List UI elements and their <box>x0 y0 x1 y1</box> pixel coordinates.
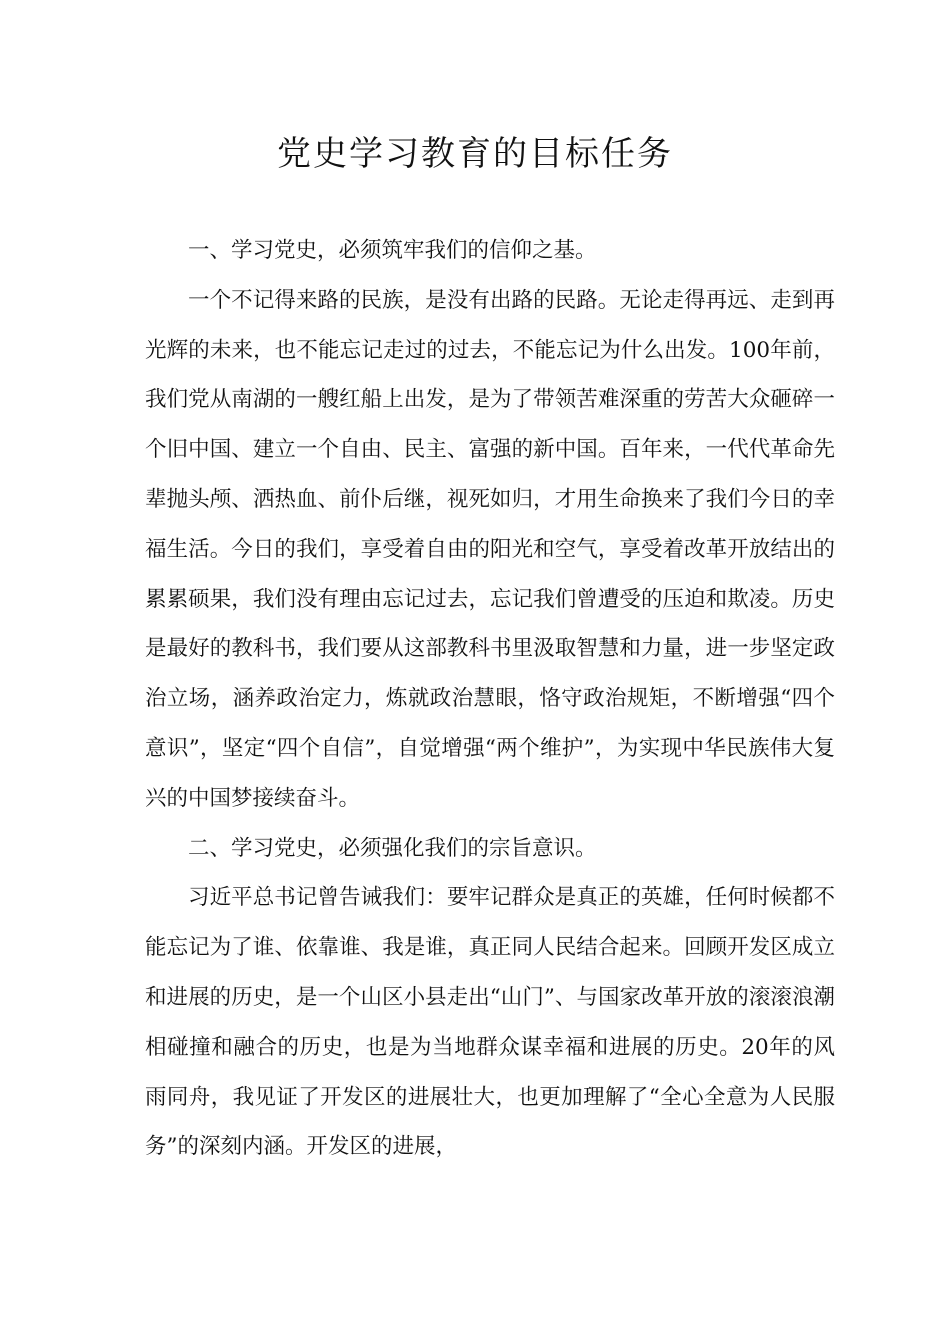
section-heading-1: 一、学习党史，必须筑牢我们的信仰之基。 <box>188 238 597 263</box>
paragraph-2: 习近平总书记曾告诫我们：要牢记群众是真正的英雄，任何时候都不能忘记为了谁、依靠谁、我是谁，真正同人民结合起来。回顾开发区成立和进展的历史，是一个山区小县走出“山门”、与国家改革开放的滚滚浪潮相碰撞和融合的历史，也是为当地群众谋幸福和进展的历史。20年的风雨同舟，我见证了开发区的进展壮大，也更加理解了“全心全意为人民服务”的深刻内涵。开发区的进展， <box>145 885 835 1160</box>
paragraph-1: 一个不记得来路的民族，是没有出路的民路。无论走得再远、走到再光辉的未来，也不能忘记走过的过去，不能忘记为什么出发。100年前，我们党从南湖的一艘红船上出发，是为了带领苦难深重的劳苦大众砸碎一个旧中国、建立一个自由、民主、富强的新中国。百年来，一代代革命先辈抛头颅、洒热血、前仆后继，视死如归，才用生命换来了我们今日的幸福生活。今日的我们，享受着自由的阳光和空气，享受着改革开放结出的累累硕果，我们没有理由忘记过去，忘记我们曾遭受的压迫和欺凌。历史是最好的教科书，我们要从这部教科书里汲取智慧和力量，进一步坚定政治立场，涵养政治定力，炼就政治慧眼，恪守政治规矩，不断增强“四个意识”，坚定“四个自信”，自觉增强“两个维护”，为实现中华民族伟大复兴的中国梦接续奋斗。 <box>145 287 835 811</box>
document-body <box>145 226 835 1172</box>
section-heading-2: 二、学习党史，必须强化我们的宗旨意识。 <box>188 835 597 861</box>
document-title: 党史学习教育的目标任务 <box>277 134 673 174</box>
